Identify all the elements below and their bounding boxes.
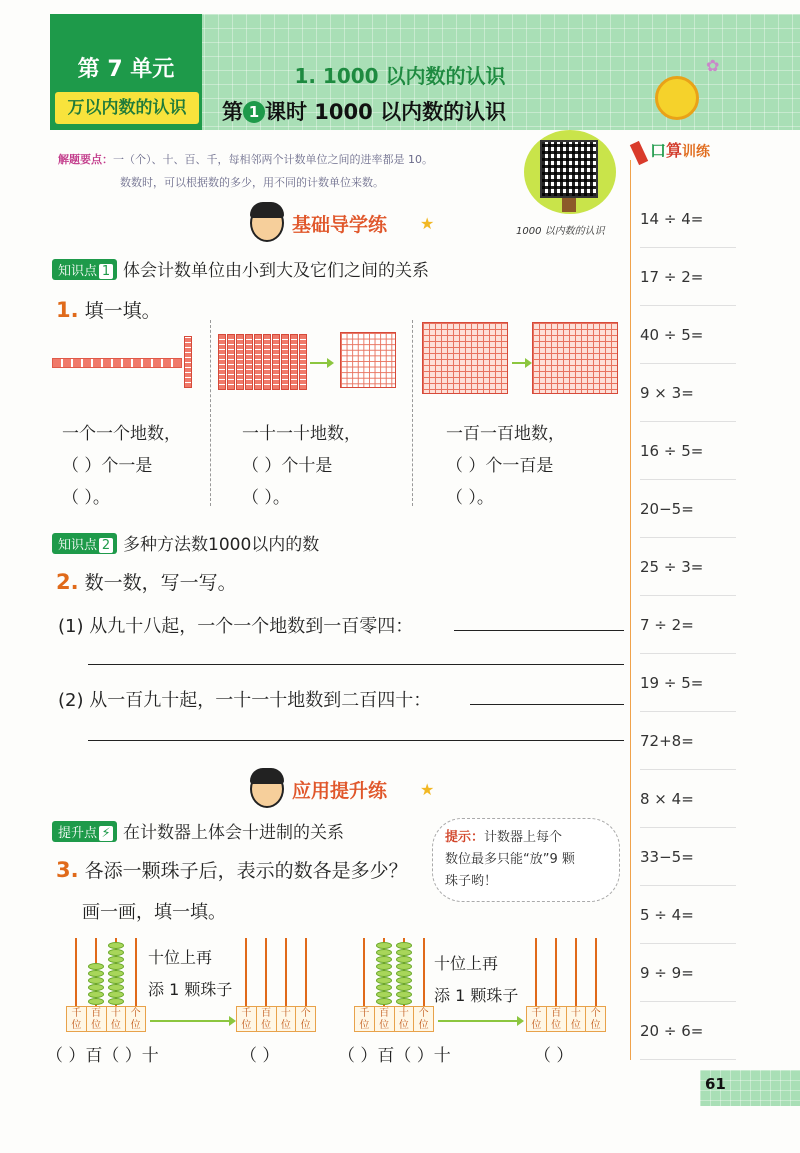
oral-problem: 20−5= <box>640 480 736 538</box>
abacus-bead <box>396 949 412 956</box>
boy-avatar-icon-2 <box>250 770 284 808</box>
arrow-3 <box>512 362 526 364</box>
divider-1 <box>210 320 211 506</box>
tips-line-2: 数数时，可以根据数的多少，用不同的计数单位来数。 <box>120 176 384 189</box>
ten-rod <box>184 336 192 388</box>
answer-left-2[interactable]: （ ）百（ ）十 <box>338 1046 451 1066</box>
abacus-bead <box>88 991 104 998</box>
improvement-point <box>52 818 344 843</box>
thousand-cube <box>532 322 618 394</box>
abacus-bead <box>396 977 412 984</box>
qr-code-icon[interactable] <box>540 140 598 198</box>
hint-line-1: 计数器上每个 <box>484 830 563 845</box>
abacus-bead <box>108 949 124 956</box>
abacus-pole <box>575 938 577 1006</box>
abacus-column-label: 百 位 <box>375 1007 395 1031</box>
oral-training-heading <box>632 138 752 168</box>
basic-banner-text: 基础导学练 <box>292 214 388 236</box>
abacus-bead <box>108 963 124 970</box>
q3-text: 各添一颗珠子后，表示的数各是多少？ <box>84 860 408 882</box>
abacus-pole <box>535 938 537 1006</box>
hint-line-2: 数位最多只能“放”9 颗 <box>445 852 575 867</box>
abacus-bead <box>396 984 412 991</box>
abacus-column-label: 千 位 <box>67 1007 87 1031</box>
abacus-bead <box>396 998 412 1005</box>
answer-left-1[interactable]: （ ）百（ ）十 <box>46 1046 159 1066</box>
abacus[interactable] <box>354 1006 434 1032</box>
ten-rod <box>281 334 289 390</box>
ten-rod <box>245 334 253 390</box>
abacus-bead <box>88 963 104 970</box>
side-divider <box>630 160 631 1060</box>
q2-part-2: (2) 从一百九十起，一十一十地数到二百四十： <box>58 690 432 711</box>
abacus-column-label: 十 位 <box>107 1007 127 1031</box>
ten-rod <box>290 334 298 390</box>
oral-problem: 19 ÷ 5= <box>640 654 736 712</box>
col1-line-2[interactable]: （ ）个一是 <box>62 456 153 476</box>
q2-1-answer-line-b[interactable] <box>88 664 624 665</box>
abacus-bead <box>108 998 124 1005</box>
arrow-2 <box>310 362 328 364</box>
star-icon: ★ <box>420 214 435 233</box>
abacus-column-label: 十 位 <box>567 1007 587 1031</box>
abacus-bead <box>396 942 412 949</box>
abacus-pole <box>423 938 425 1006</box>
abacus-bead <box>108 977 124 984</box>
oral-problem: 9 ÷ 9= <box>640 944 736 1002</box>
col3-line-1: 一百一百地数， <box>446 424 565 444</box>
apply-banner-text: 应用提升练 <box>292 780 388 802</box>
abacus-column-label: 千 位 <box>355 1007 375 1031</box>
boy-avatar-icon <box>250 204 284 242</box>
oral-problem: 5 ÷ 4= <box>640 886 736 944</box>
answer-right-1[interactable]: （ ） <box>240 1046 280 1066</box>
col3-line-3[interactable]: （ ）。 <box>446 488 494 508</box>
abacus[interactable] <box>236 1006 316 1032</box>
abacus-bead <box>88 998 104 1005</box>
abacus-column-label: 个 位 <box>590 1008 601 1031</box>
abacus-bead <box>108 984 124 991</box>
kp2-tag: 知识点 2 <box>52 533 117 554</box>
abacus-bead <box>376 977 392 984</box>
abacus-pole <box>135 938 137 1006</box>
unit-cubes-row <box>52 358 182 368</box>
oral-problem: 16 ÷ 5= <box>640 422 736 480</box>
ten-rod <box>299 334 307 390</box>
heading-training: 训练 <box>682 144 711 160</box>
abacus-bead <box>108 970 124 977</box>
oral-problem: 25 ÷ 3= <box>640 538 736 596</box>
abacus-bead <box>108 942 124 949</box>
abacus-column-label: 千 位 <box>237 1007 257 1031</box>
tips-label: 解题要点： <box>58 153 113 166</box>
q2-2-answer-line-b[interactable] <box>88 740 624 741</box>
abacus-pole <box>305 938 307 1006</box>
basic-banner <box>250 204 450 244</box>
abacus-bead <box>376 984 392 991</box>
abacus-bead <box>376 970 392 977</box>
abacus-pole <box>285 938 287 1006</box>
question-1 <box>56 296 161 323</box>
abacus-pole <box>245 938 247 1006</box>
q2-2-answer-line-a[interactable] <box>470 704 624 705</box>
abacus[interactable] <box>66 1006 146 1032</box>
col3-line-2[interactable]: （ ）个一百是 <box>446 456 554 476</box>
oral-problem: 40 ÷ 5= <box>640 306 736 364</box>
abacus-bead <box>376 998 392 1005</box>
oral-problem: 20 ÷ 6= <box>640 1002 736 1060</box>
abacus-bead <box>376 942 392 949</box>
q2-part-1: (1) 从九十八起，一个一个地数到一百零四： <box>58 616 414 637</box>
oral-problem: 17 ÷ 2= <box>640 248 736 306</box>
hint-line-3: 珠子哟！ <box>445 874 498 889</box>
abacus-pole <box>265 938 267 1006</box>
fill-column-1 <box>62 418 181 514</box>
question-2 <box>56 568 237 595</box>
lesson-rest: 课时 1000 以内数的认识 <box>265 100 507 124</box>
abacus-arrow-1 <box>150 1020 230 1022</box>
fill-column-3 <box>446 418 565 514</box>
answer-right-2[interactable]: （ ） <box>534 1046 574 1066</box>
improvement-tag: 提升点 ⚡ <box>52 821 117 842</box>
unit-subtitle: 万以内数的认识 <box>55 92 199 124</box>
abacus-pole <box>555 938 557 1006</box>
sunflower-icon <box>655 76 699 120</box>
lesson-prefix: 第 <box>222 100 243 124</box>
heading-suan: 算 <box>666 141 683 160</box>
q2-number: 2. <box>56 570 79 594</box>
abacus-bead <box>88 984 104 991</box>
abacus-column-label: 个 位 <box>300 1008 311 1031</box>
abacus-pole <box>363 938 365 1006</box>
hundred-flats-stack <box>422 322 508 394</box>
q3-number: 3. <box>56 858 79 882</box>
ten-rod <box>218 334 226 390</box>
apply-banner <box>250 770 450 810</box>
abacus-column-label: 百 位 <box>547 1007 567 1031</box>
tree-trunk <box>562 196 576 212</box>
kp2-text: 多种方法数1000以内的数 <box>123 535 320 555</box>
oral-problem: 9 × 3= <box>640 364 736 422</box>
col1-line-3[interactable]: （ ）。 <box>62 488 110 508</box>
kp1-tag: 知识点 1 <box>52 259 117 280</box>
question-3 <box>56 856 408 883</box>
col1-line-1: 一个一个地数， <box>62 424 181 444</box>
q2-1-answer-line-a[interactable] <box>454 630 624 631</box>
abacus-pole <box>75 938 77 1006</box>
col2-line-2[interactable]: （ ）个十是 <box>242 456 333 476</box>
add-note-1: 十位上再 添 1 颗珠子 <box>148 948 233 999</box>
unit-title: 第 7 单元 <box>77 57 175 82</box>
abacus-column-label: 百 位 <box>87 1007 107 1031</box>
abacus-bead <box>376 991 392 998</box>
kp1-text: 体会计数单位由小到大及它们之间的关系 <box>123 261 430 281</box>
q1-text: 填一填。 <box>84 300 161 322</box>
oral-problem: 7 ÷ 2= <box>640 596 736 654</box>
oral-problem: 14 ÷ 4= <box>640 190 736 248</box>
oral-problem: 8 × 4= <box>640 770 736 828</box>
abacus-bead <box>376 963 392 970</box>
abacus-bead <box>108 956 124 963</box>
butterfly-icon: ✿ <box>706 56 720 75</box>
abacus-column-label: 十 位 <box>395 1007 415 1031</box>
tips-line-1: 一（个）、十、百、千，每相邻两个计数单位之间的进率都是 10。 <box>113 153 433 166</box>
improvement-text: 在计数器上体会十进制的关系 <box>123 823 345 843</box>
col2-line-3[interactable]: （ ）。 <box>242 488 290 508</box>
abacus-bead <box>396 956 412 963</box>
abacus-column-label: 千 位 <box>527 1007 547 1031</box>
add-note-2: 十位上再 添 1 颗珠子 <box>434 954 519 1005</box>
divider-2 <box>412 320 413 506</box>
fill-column-2 <box>242 418 361 514</box>
abacus-bead <box>396 991 412 998</box>
knowledge-point-2 <box>52 530 319 555</box>
hint-bubble <box>432 818 620 902</box>
ten-rod <box>263 334 271 390</box>
abacus-column-label: 十 位 <box>277 1007 297 1031</box>
abacus-column-label: 个 位 <box>418 1008 429 1031</box>
q3-sub: 画一画，填一填。 <box>82 902 226 923</box>
abacus-bead <box>376 949 392 956</box>
heading-ko: 口 <box>650 141 667 160</box>
abacus-column-label: 个 位 <box>130 1008 141 1031</box>
lesson-title <box>222 96 506 126</box>
abacus-bead <box>376 956 392 963</box>
abacus[interactable] <box>526 1006 606 1032</box>
abacus-bead <box>108 991 124 998</box>
page-number: 61 <box>705 1075 726 1093</box>
abacus-pole <box>595 938 597 1006</box>
hundred-flat <box>340 332 396 388</box>
ten-rod <box>227 334 235 390</box>
hint-label: 提示： <box>445 830 485 845</box>
q1-number: 1. <box>56 298 79 322</box>
knowledge-point-1 <box>52 256 429 281</box>
abacus-bead <box>396 970 412 977</box>
ten-rod <box>236 334 244 390</box>
abacus-bead <box>88 970 104 977</box>
section-title: 1. 1000 以内数的认识 <box>294 64 506 88</box>
ten-rod <box>254 334 262 390</box>
lesson-number-badge: 1 <box>243 101 265 123</box>
abacus-bead <box>396 963 412 970</box>
ten-rod <box>272 334 280 390</box>
star-icon-2: ★ <box>420 780 435 799</box>
q2-text: 数一数，写一写。 <box>84 572 237 594</box>
oral-problem: 72+8= <box>640 712 736 770</box>
col2-line-1: 一十一十地数， <box>242 424 361 444</box>
qr-caption: 1000 以内数的认识 <box>516 226 605 237</box>
solving-tips <box>58 148 578 194</box>
abacus-column-label: 百 位 <box>257 1007 277 1031</box>
oral-problem: 33−5= <box>640 828 736 886</box>
abacus-bead <box>88 977 104 984</box>
abacus-arrow-2 <box>438 1020 518 1022</box>
